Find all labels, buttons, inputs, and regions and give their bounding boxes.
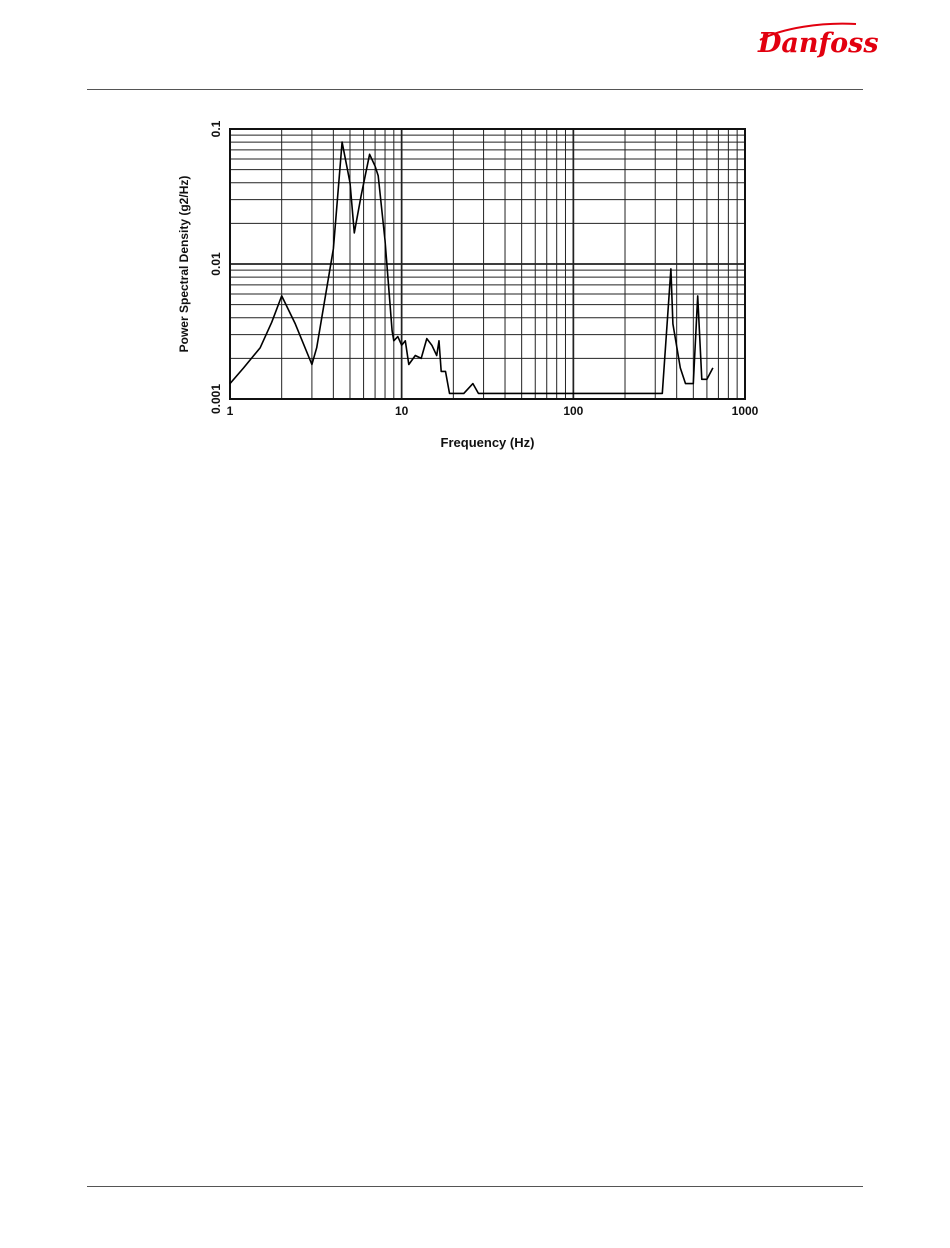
x-tick-label: 1 [226, 404, 234, 418]
y-tick-label: 0.001 [209, 383, 223, 415]
psd-series-line [230, 142, 713, 393]
header-rule [87, 89, 863, 90]
x-tick-label: 10 [394, 404, 409, 418]
danfoss-logo [752, 14, 879, 60]
y-tick-label: 0.01 [209, 252, 223, 276]
logo-wordmark: Danfoss [758, 28, 879, 59]
y-axis-label: Power Spectral Density (g2/Hz) [177, 175, 191, 353]
x-axis-label: Frequency (Hz) [440, 435, 535, 450]
y-tick-label: 0.1 [209, 120, 223, 138]
x-tick-label: 1000 [731, 404, 759, 418]
x-tick-label: 100 [563, 404, 584, 418]
psd-chart [170, 112, 785, 457]
footer-rule [87, 1186, 863, 1187]
